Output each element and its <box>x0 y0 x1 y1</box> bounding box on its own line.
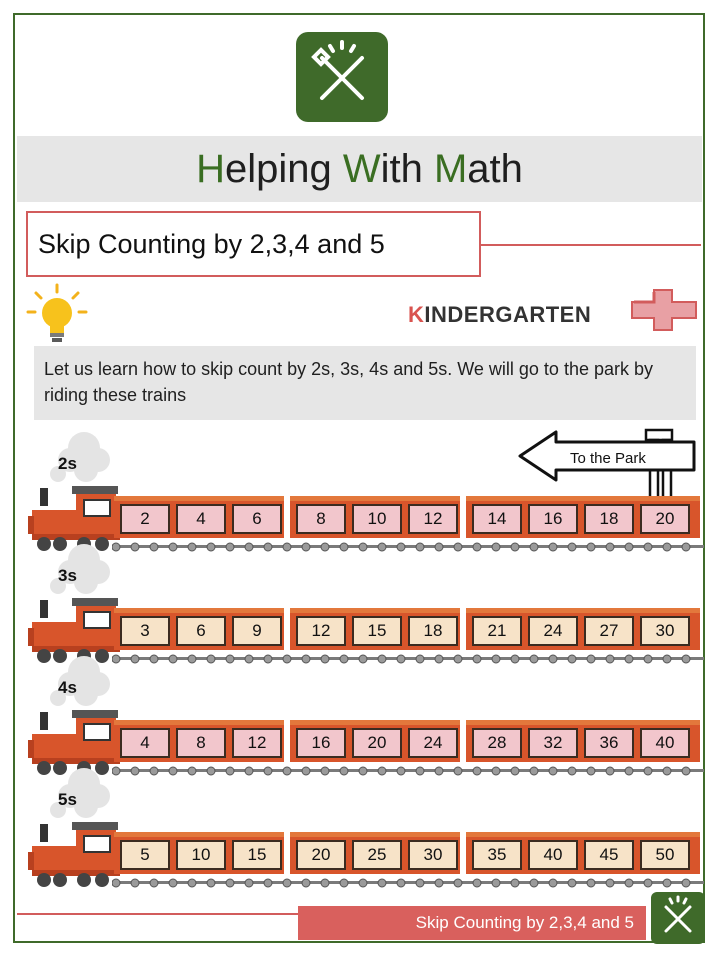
number-cell: 10 <box>176 840 226 870</box>
pencil-ruler-logo-icon <box>296 32 388 122</box>
number-cell: 30 <box>640 616 690 646</box>
lightbulb-icon <box>26 283 88 345</box>
number-cell: 4 <box>120 728 170 758</box>
train-row <box>0 540 720 670</box>
site-title-part: elping <box>224 147 343 191</box>
pencil-ruler-small-logo-icon <box>651 892 705 944</box>
smoke-cloud-icon <box>44 654 114 714</box>
rail-track <box>112 876 704 890</box>
smoke-cloud-icon <box>44 766 114 826</box>
train-wagon <box>290 496 460 538</box>
train-wagon <box>114 496 284 538</box>
number-cell: 14 <box>472 504 522 534</box>
train-label: 2s <box>58 454 77 473</box>
train-wagon <box>290 608 460 650</box>
number-cell: 20 <box>296 840 346 870</box>
number-cell: 12 <box>296 616 346 646</box>
number-cell: 6 <box>232 504 282 534</box>
number-cell: 18 <box>584 504 634 534</box>
train-row <box>0 764 720 894</box>
number-cell: 15 <box>352 616 402 646</box>
grade-level <box>408 302 591 328</box>
train-wagon <box>466 720 700 762</box>
number-cell: 9 <box>232 616 282 646</box>
number-cell: 35 <box>472 840 522 870</box>
number-cell: 15 <box>232 840 282 870</box>
cross-icon <box>628 288 700 332</box>
locomotive-icon <box>26 818 126 888</box>
number-cell: 16 <box>528 504 578 534</box>
number-cell: 24 <box>408 728 458 758</box>
site-title-part: ith <box>380 147 434 191</box>
number-cell: 21 <box>472 616 522 646</box>
number-cell: 8 <box>176 728 226 758</box>
site-title-part: ath <box>467 147 523 191</box>
number-cell: 40 <box>528 840 578 870</box>
number-cell: 45 <box>584 840 634 870</box>
train-wagon <box>290 832 460 874</box>
grade-level-rest: INDERGARTEN <box>424 302 592 327</box>
train-label: 5s <box>58 790 77 809</box>
instructions: Let us learn how to skip count by 2s, 3s, 4s and 5s. We will go to the park by riding these trains <box>34 346 696 420</box>
number-cell: 27 <box>584 616 634 646</box>
park-sign-label: To the Park <box>570 450 646 467</box>
number-cell: 28 <box>472 728 522 758</box>
train-wagon <box>114 608 284 650</box>
site-title-part: H <box>196 147 225 191</box>
train-wagon <box>114 720 284 762</box>
train-row <box>0 428 720 558</box>
footer-title: Skip Counting by 2,3,4 and 5 <box>298 906 646 940</box>
train-label: 3s <box>58 566 77 585</box>
number-cell: 30 <box>408 840 458 870</box>
train-row <box>0 652 720 782</box>
site-title <box>17 136 702 202</box>
number-cell: 10 <box>352 504 402 534</box>
train-wagon <box>466 608 700 650</box>
worksheet-title: Skip Counting by 2,3,4 and 5 <box>26 211 481 277</box>
number-cell: 18 <box>408 616 458 646</box>
number-cell: 16 <box>296 728 346 758</box>
number-cell: 20 <box>352 728 402 758</box>
train-wagon <box>466 496 700 538</box>
number-cell: 50 <box>640 840 690 870</box>
number-cell: 25 <box>352 840 402 870</box>
number-cell: 32 <box>528 728 578 758</box>
number-cell: 20 <box>640 504 690 534</box>
number-cell: 4 <box>176 504 226 534</box>
smoke-cloud-icon <box>44 542 114 602</box>
number-cell: 36 <box>584 728 634 758</box>
title-rule <box>481 244 701 246</box>
number-cell: 8 <box>296 504 346 534</box>
number-cell: 5 <box>120 840 170 870</box>
train-wagon <box>114 832 284 874</box>
number-cell: 40 <box>640 728 690 758</box>
train-wagon <box>290 720 460 762</box>
footer-rule <box>17 913 299 915</box>
site-title-part: W <box>342 147 381 191</box>
site-title-part: M <box>433 147 468 191</box>
number-cell: 12 <box>408 504 458 534</box>
number-cell: 12 <box>232 728 282 758</box>
grade-level-initial: K <box>408 302 425 327</box>
number-cell: 2 <box>120 504 170 534</box>
number-cell: 24 <box>528 616 578 646</box>
smoke-cloud-icon <box>44 430 114 490</box>
number-cell: 3 <box>120 616 170 646</box>
number-cell: 6 <box>176 616 226 646</box>
train-wagon <box>466 832 700 874</box>
train-label: 4s <box>58 678 77 697</box>
